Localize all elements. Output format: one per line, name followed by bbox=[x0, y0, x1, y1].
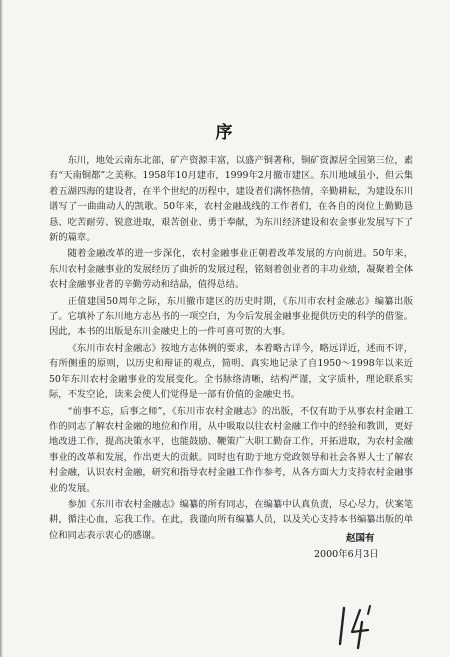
paragraph-2: 随着金融改革的进一步深化，农村金融事业正朝着改革发展的方向前进。50年来，东川农村金融事业的发展经历了曲折的发展过程，铭刻着创业者的丰功业绩，凝聚着全体农村金融事业者的辛勤劳动和结晶，值得总结。 bbox=[49, 248, 413, 291]
handwritten-page-number bbox=[334, 600, 382, 650]
scan-edge bbox=[0, 0, 3, 657]
paragraph-6: 参加《东川市农村金融志》编纂的所有同志，在编纂中认真负责，尽心尽力，伏案笔耕，循注心血，忘我工作。在此，我谨向所有编纂人员，以及关心支持本书编纂出版的单位和同志表示衷心的感谢。 bbox=[49, 498, 413, 541]
paragraph-1: 东川，地处云南东北部，矿产资源丰富，以盛产铜著称，铜矿资源居全国第三位，素有“天南铜都”之美称。1958年10月建市，1999年2月撤市建区。东川地域虽小，但云集着五湖四海的建设者，在半个世纪的历程中，建设者们满怀热情，辛勤耕耘，为建设东川谱写了一曲曲动人的凯歌。50年来，农村金融战线的工作者们，在各自的岗位上勤勤恳恳、吃苦耐劳、锐意进取，艰苦创业、勇于奉献，为东川经济建设和农金事业发展写下了新的篇章。 bbox=[49, 155, 413, 244]
paragraph-4: 《东川市农村金融志》按地方志体例的要求，本着略古详今，略远详近，述而不评，有所侧重的原则，以历史和辩证的观点，简明、真实地记录了自1950～1998年以来近50年东川农村金融事业的发展变化。全书脉络清晰，结构严谨，文字质朴，理论联系实际，不发空论，读来会使人们觉得是一部有价值的金融史书。 bbox=[49, 342, 413, 401]
preface-title: 序 bbox=[215, 123, 235, 143]
author-signature: 赵国有 bbox=[346, 533, 375, 544]
paragraph-5: “前事不忘，后事之师”，《东川市农村金融志》的出版，不仅有助于从事农村金融工作的同志了解农村金融的地位和作用，从中吸取以往农村金融工作中的经验和教训，更好地改进工作，提高决策水平，也能鼓励、鞭策广大职工勤奋工作，开拓进取，为农村金融事业的改革和发展，作出更大的贡献。同时也有助于地方党政领导和社会各界人士了解农村金融，认识农村金融，研究和指导农村金融工作作参考，从各方面大力支持农村金融事业的发展。 bbox=[49, 405, 413, 494]
paragraph-3: 正值建国50周年之际，东川撤市建区的历史时期，《东川市农村金融志》编纂出版了。它填补了东川地方志丛书的一项空白，为今后发展金融事业提供历史的科学的借鉴。因此，本书的出版是东川金融史上的一件可喜可贺的大事。 bbox=[49, 295, 413, 338]
signature-date: 2000年6月3日 bbox=[314, 549, 379, 560]
preface-body bbox=[49, 153, 413, 544]
